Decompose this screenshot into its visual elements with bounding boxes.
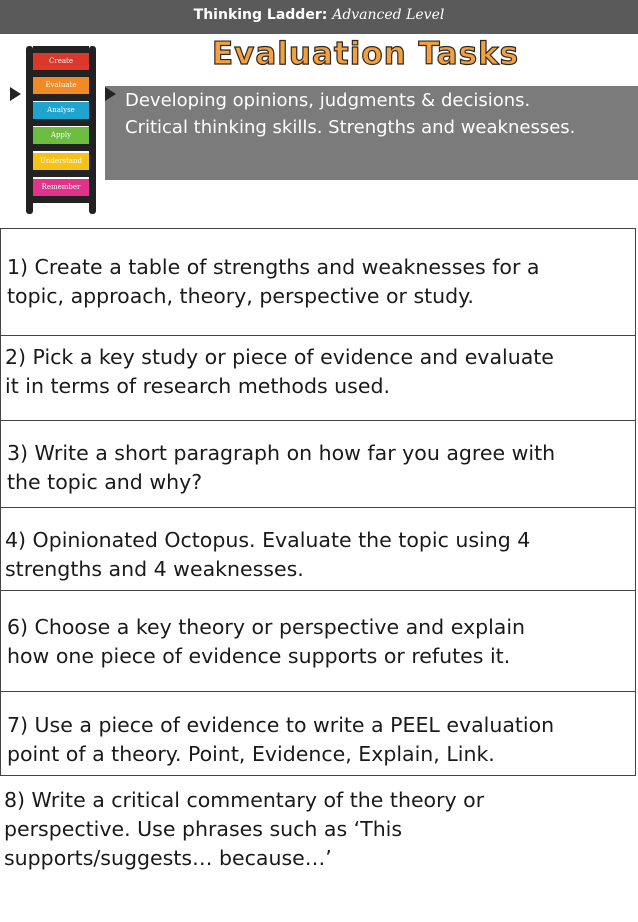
ladder-gap: [33, 196, 89, 203]
ladder-rung-apply: Apply: [33, 127, 89, 144]
subtitle-line-2: Critical thinking skills. Strengths and weaknesses.: [125, 117, 576, 138]
ladder-gap: [33, 46, 89, 53]
task-text: [5, 343, 631, 401]
ladder-right-rail: [89, 46, 96, 214]
task-text: [7, 253, 631, 311]
ladder-rung-create: Create: [33, 53, 89, 70]
subtitle-line-1: Developing opinions, judgments & decisions.: [125, 90, 531, 111]
task-line: strengths and 4 weaknesses.: [5, 557, 304, 581]
task-line: supports/suggests… because…’: [4, 846, 332, 870]
ladder-gap: [33, 94, 89, 101]
task-box-3: [0, 420, 636, 508]
task-box-4: [0, 507, 636, 591]
task-line: how one piece of evidence supports or refutes it.: [7, 644, 511, 668]
pointer-arrow-left-icon: [10, 87, 21, 101]
task-box-5: [0, 590, 636, 692]
task-text: [7, 711, 631, 769]
ladder-gap: [33, 144, 89, 151]
ladder-left-rail: [26, 46, 33, 214]
task-line: 3) Write a short paragraph on how far you agree with: [7, 441, 556, 465]
task-line: point of a theory. Point, Evidence, Explain, Link.: [7, 742, 495, 766]
task-line: 8) Write a critical commentary of the theory or: [4, 788, 485, 812]
task-text: [7, 439, 631, 497]
thinking-ladder-graphic: [26, 46, 96, 214]
ladder-gap: [33, 119, 89, 126]
ladder-rung-understand: Understand: [33, 153, 89, 170]
task-line: the topic and why?: [7, 470, 203, 494]
task-line: topic, approach, theory, perspective or study.: [7, 284, 474, 308]
top-bar: [0, 0, 638, 34]
task-text: [4, 786, 632, 873]
top-bar-title: [0, 0, 638, 34]
task-box-2: [0, 335, 636, 421]
task-box-1: [0, 228, 636, 336]
ladder-rung-remember: Remember: [33, 179, 89, 196]
task-line: 1) Create a table of strengths and weaknesses for a: [7, 255, 540, 279]
pointer-arrow-right-icon: [105, 87, 116, 101]
task-box-7: [0, 776, 636, 886]
task-text: [7, 613, 631, 671]
task-text: [5, 526, 631, 584]
page-title: Evaluation Tasks: [212, 36, 520, 72]
task-line: 6) Choose a key theory or perspective and explain: [7, 615, 526, 639]
task-box-6: [0, 691, 636, 776]
subtitle-banner: [105, 86, 638, 180]
top-bar-level: Advanced Level: [332, 7, 445, 23]
task-line: perspective. Use phrases such as ‘This: [4, 817, 403, 841]
task-line: it in terms of research methods used.: [5, 374, 390, 398]
ladder-gap: [33, 70, 89, 77]
ladder-gap: [33, 170, 89, 177]
ladder-rung-analyse: Analyse: [33, 102, 89, 119]
ladder-rung-evaluate: Evaluate: [33, 77, 89, 94]
task-line: 7) Use a piece of evidence to write a PEEL evaluation: [7, 713, 555, 737]
top-bar-heading: Thinking Ladder:: [193, 7, 328, 23]
task-line: 4) Opinionated Octopus. Evaluate the topic using 4: [5, 528, 531, 552]
task-line: 2) Pick a key study or piece of evidence and evaluate: [5, 345, 554, 369]
